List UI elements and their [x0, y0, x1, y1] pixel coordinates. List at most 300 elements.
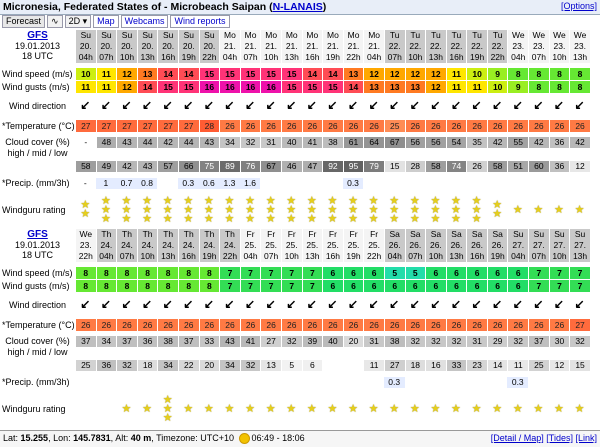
wind-arrow-icon: ↙	[100, 98, 111, 112]
hours_row-cell: 10h	[425, 251, 446, 262]
cloud-cell: 43	[137, 161, 158, 172]
cloud-cover-label	[0, 336, 75, 358]
rating-cell	[281, 392, 302, 426]
wind-arrow-icon: ↙	[265, 297, 276, 311]
footer-link-tides[interactable]: [Tides]	[546, 433, 573, 443]
wind-gust-cell: 15	[178, 81, 199, 93]
cloud-cell: 32	[425, 336, 446, 347]
cloud-cell: 40	[322, 336, 343, 347]
rating-cell	[569, 193, 590, 227]
cloud-cell: 56	[405, 137, 426, 148]
dates-cell: 22.	[425, 41, 446, 52]
wind-gust-cell: 8	[116, 280, 137, 292]
cloud-cell: 55	[507, 137, 528, 148]
wind-arrow-icon: ↙	[183, 98, 194, 112]
hours_row-cell: 13h	[446, 251, 467, 262]
star-icon: ★	[409, 402, 420, 415]
dates-cell: 27.	[507, 240, 528, 251]
wind-speed-cell: 8	[549, 68, 570, 80]
wind-speed-cell: 12	[363, 68, 384, 80]
wind-arrow-icon: ↙	[203, 98, 214, 112]
temperature-row	[75, 319, 590, 331]
wind-arrow-icon: ↙	[347, 297, 359, 311]
cloud-cell: 12	[549, 360, 570, 371]
wind-arrow-icon: ↙	[100, 297, 111, 311]
wind-speed-cell: 12	[425, 68, 446, 80]
hours_row-cell: 22h	[487, 52, 508, 63]
rating-cell	[363, 193, 384, 227]
precip-row	[75, 178, 590, 189]
dates-cell: 27.	[549, 240, 570, 251]
tab-webcams[interactable]: Webcams	[121, 15, 169, 28]
tab-2d[interactable]: 2D ▾	[65, 15, 92, 28]
tab-map[interactable]: Map	[93, 15, 119, 28]
wind-arrow-icon: ↙	[245, 297, 256, 311]
rating-cell	[302, 193, 323, 227]
cloud-cell: 32	[507, 336, 528, 347]
wind-arrow-icon: ↙	[183, 297, 194, 311]
star-icon: ★	[121, 402, 132, 415]
rating-cell	[137, 193, 158, 227]
wind-arrow-icon: ↙	[347, 98, 359, 112]
cloud-cell: 12	[569, 161, 590, 172]
wind-gust-cell: 16	[240, 81, 261, 93]
star-icon: ★	[245, 212, 255, 225]
precip-cell	[75, 377, 96, 388]
days-cell: We	[549, 30, 570, 41]
star-icon: ★	[389, 194, 400, 207]
wind-gust-cell: 7	[569, 280, 590, 292]
hours_row-cell: 16h	[466, 251, 487, 262]
rating-cell	[528, 392, 549, 426]
cloud-cell: 51	[507, 161, 528, 172]
days-cell: Th	[219, 229, 240, 240]
dates-cell: 27.	[528, 240, 549, 251]
wind-gust-cell: 7	[528, 280, 549, 292]
star-icon: ★	[471, 194, 482, 207]
precip-cell	[157, 377, 178, 388]
wind-speed-cell: 8	[528, 68, 549, 80]
dates-cell: 24.	[178, 240, 199, 251]
dates-cell: 22.	[446, 41, 467, 52]
wind-speed-cell: 10	[75, 68, 96, 80]
star-icon: ★	[265, 194, 276, 207]
dates-cell: 21.	[219, 41, 240, 52]
precip-cell	[302, 178, 323, 189]
rating-cell	[219, 392, 240, 426]
wind-gust-cell: 16	[219, 81, 240, 93]
star-icon: ★	[451, 402, 461, 415]
days-cell: Mo	[260, 30, 281, 41]
precip-cell	[363, 178, 384, 189]
wind-gusts-label: Wind gusts (m/s)	[2, 82, 70, 92]
wind-arrow-icon: ↙	[450, 98, 462, 112]
wind-arrow-icon: ↙	[162, 297, 173, 311]
temperature-cell: 26	[343, 120, 364, 132]
temperature-cell: 26	[487, 120, 508, 132]
tab-[interactable]: ∿	[47, 15, 63, 28]
temperature-cell: 25	[384, 120, 405, 132]
days-cell: We	[507, 30, 528, 41]
temperature-label: *Temperature (°C)	[2, 320, 75, 330]
dates-cell: 26.	[405, 240, 426, 251]
cloud-cell: 36	[137, 336, 158, 347]
star-icon: ★	[368, 402, 379, 415]
rating-cell	[528, 193, 549, 227]
model-link[interactable]: GFS	[27, 30, 48, 41]
dates-cell: 20.	[75, 41, 96, 52]
days-row	[75, 229, 590, 240]
wind-speed-cell: 8	[75, 267, 96, 279]
wind-arrow-icon: ↙	[512, 98, 523, 112]
dates-cell: 24.	[219, 240, 240, 251]
hours_row-cell: 04h	[75, 52, 96, 63]
star-icon: ★	[142, 212, 153, 225]
hours_row-cell: 07h	[528, 251, 549, 262]
cloud-cell: 32	[240, 360, 261, 371]
model-link[interactable]: GFS	[27, 229, 48, 240]
wind-speed-cell: 8	[96, 267, 117, 279]
hours_row-cell: 10h	[549, 251, 570, 262]
days-cell: We	[569, 30, 590, 41]
dates-cell: 22.	[405, 41, 426, 52]
precip-cell	[466, 377, 487, 388]
cloud-cell: 6	[302, 360, 323, 371]
cloud-cell: 43	[199, 137, 220, 148]
wind-gust-cell: 11	[466, 81, 487, 93]
model-utc: 18 UTC	[21, 250, 53, 260]
wind-gust-cell: 13	[363, 81, 384, 93]
temperature-cell: 27	[178, 120, 199, 132]
precip-cell	[425, 178, 446, 189]
precip-cell: 0.3	[507, 377, 528, 388]
dates-cell: 25.	[343, 240, 364, 251]
wind-arrow-icon: ↙	[409, 297, 420, 311]
rating-cell	[405, 392, 426, 426]
footer-bar	[0, 430, 600, 447]
cloud-cell: 38	[157, 336, 178, 347]
wind-gust-cell: 11	[75, 81, 96, 93]
wind-arrow-icon: ↙	[492, 98, 503, 112]
star-icon: ★	[80, 199, 91, 211]
hours_row-cell: 07h	[260, 251, 281, 262]
wind-gust-cell: 8	[137, 280, 158, 292]
wind-speed-cell: 7	[219, 267, 240, 279]
wind-gust-cell: 15	[281, 81, 302, 93]
rating-cell	[405, 193, 426, 227]
days-cell: Su	[199, 30, 220, 41]
dates-cell: 21.	[240, 41, 261, 52]
hours_row-cell: 19h	[199, 251, 220, 262]
star-icon: ★	[430, 402, 441, 415]
wind-speed-cell: 6	[363, 267, 384, 279]
star-icon: ★	[533, 402, 544, 415]
wind-gust-cell: 8	[75, 280, 96, 292]
precip-cell	[240, 377, 261, 388]
cloud-cell: 75	[199, 161, 220, 172]
wind-speed-cell: 8	[137, 267, 158, 279]
star-icon: ★	[183, 402, 194, 415]
rating-cell	[178, 392, 199, 426]
wind-speed-cell: 8	[507, 68, 528, 80]
rating-row	[75, 193, 590, 227]
cloud-cell: 57	[157, 161, 178, 172]
rating-cell	[343, 392, 364, 426]
star-icon: ★	[203, 203, 214, 216]
precip-row	[75, 377, 590, 388]
wind-arrow-icon: ↙	[224, 98, 235, 112]
dates-cell: 23.	[549, 41, 570, 52]
precip-cell	[322, 178, 343, 189]
dates-cell: 24.	[96, 240, 117, 251]
wind-gust-cell: 8	[528, 81, 549, 93]
days-cell: Th	[178, 229, 199, 240]
footer-link-detail-map[interactable]: [Detail / Map]	[490, 433, 544, 443]
star-icon: ★	[286, 402, 297, 415]
cloud-cell	[322, 360, 343, 371]
cloud-cell: 42	[528, 137, 549, 148]
cloud-cell: 66	[178, 161, 199, 172]
star-icon: ★	[306, 203, 317, 216]
hours_row-cell: 10h	[116, 52, 137, 63]
cloud-cell: 28	[405, 161, 426, 172]
precip-cell	[405, 178, 426, 189]
star-icon: ★	[80, 208, 91, 220]
wind-arrow-icon: ↙	[574, 98, 585, 112]
model-info	[0, 30, 75, 61]
dates-cell: 20.	[137, 41, 158, 52]
precip-label: *Precip. (mm/3h)	[2, 178, 70, 188]
wind-gust-cell: 6	[466, 280, 487, 292]
cloud-cell: 47	[302, 161, 323, 172]
cloud-cell: 23	[466, 360, 487, 371]
dates-cell: 21.	[281, 41, 302, 52]
options-link[interactable]: [Options]	[560, 1, 597, 11]
wind-arrow-icon: ↙	[142, 98, 153, 112]
star-icon: ★	[451, 212, 461, 225]
cloud-cell: 35	[466, 137, 487, 148]
days-cell: Tu	[384, 30, 405, 41]
days-cell: Sa	[446, 229, 467, 240]
wind-arrow-icon: ↙	[80, 297, 91, 311]
wind-speed-cell: 11	[96, 68, 117, 80]
cloud-cell: 44	[137, 137, 158, 148]
star-icon: ★	[142, 194, 153, 207]
star-icon: ★	[224, 194, 235, 207]
rating-cell	[446, 193, 467, 227]
cloud-cell: 41	[302, 137, 323, 148]
temperature-cell: 27	[137, 120, 158, 132]
wind-speed-cell: 6	[487, 267, 508, 279]
cloud-cell: 43	[219, 336, 240, 347]
tab-wind-reports[interactable]: Wind reports	[170, 15, 229, 28]
dates-cell: 21.	[260, 41, 281, 52]
precip-cell	[157, 178, 178, 189]
star-icon: ★	[100, 194, 111, 207]
wind-speed-cell: 12	[405, 68, 426, 80]
temperature-cell: 26	[487, 319, 508, 331]
wind-arrow-icon: ↙	[553, 98, 564, 112]
star-icon: ★	[471, 402, 482, 415]
wind-gust-cell: 13	[384, 81, 405, 93]
dates-row	[75, 41, 590, 52]
temperature-cell: 26	[466, 120, 487, 132]
star-icon: ★	[327, 194, 338, 207]
tab-forecast[interactable]: Forecast	[2, 15, 45, 28]
wind-arrow-icon: ↙	[409, 98, 420, 112]
days-row	[75, 30, 590, 41]
temperature-cell: 26	[549, 319, 570, 331]
wind-arrow-icon: ↙	[368, 297, 379, 311]
rating-cell	[569, 392, 590, 426]
days-cell: Su	[178, 30, 199, 41]
dates-cell: 21.	[322, 41, 343, 52]
hours_row-cell: 19h	[487, 251, 508, 262]
rating-cell	[363, 392, 384, 426]
wind-arrow-icon: ↙	[121, 98, 132, 112]
wind-arrow-icon: ↙	[430, 297, 441, 311]
temperature-cell: 26	[466, 319, 487, 331]
temperature-cell: 26	[260, 319, 281, 331]
temperature-cell: 26	[405, 120, 426, 132]
wind-speed-cell: 7	[569, 267, 590, 279]
precip-cell: -	[83, 178, 87, 188]
star-icon: ★	[162, 212, 173, 225]
star-icon: ★	[574, 203, 585, 216]
wind-speed-cell: 7	[240, 267, 261, 279]
wind-speed-cell: 12	[384, 68, 405, 80]
star-icon: ★	[162, 194, 173, 207]
wind-speed-cell: 7	[260, 267, 281, 279]
star-icon: ★	[430, 194, 441, 207]
rating-cell	[199, 193, 220, 227]
footer-link-link[interactable]: [Link]	[575, 433, 597, 443]
rating-cell	[549, 193, 570, 227]
wind-speed-cell: 8	[199, 267, 220, 279]
hours_row-cell: 22h	[363, 251, 384, 262]
precip-cell: 1	[96, 178, 117, 189]
star-icon: ★	[348, 402, 358, 415]
wind-gust-cell: 6	[343, 280, 364, 292]
star-icon: ★	[286, 203, 297, 216]
wind-arrow-icon: ↙	[553, 297, 564, 311]
rating-cell	[343, 193, 364, 227]
star-icon: ★	[512, 402, 523, 415]
wind-speed-cell: 10	[466, 68, 487, 80]
hours_row-cell: 16h	[157, 52, 178, 63]
dates-cell: 23.	[569, 41, 590, 52]
wind-direction-label: Wind direction	[8, 101, 67, 111]
cloud-cell: 32	[405, 336, 426, 347]
hours_row-cell: 22h	[75, 251, 96, 262]
wind-arrow-icon: ↙	[286, 297, 297, 311]
temperature-cell: 26	[260, 120, 281, 132]
dates-cell: 20.	[157, 41, 178, 52]
star-icon: ★	[245, 194, 255, 207]
cloud-cell: 32	[569, 336, 590, 347]
precip-cell	[343, 377, 364, 388]
star-icon: ★	[203, 212, 214, 225]
temperature-cell: 26	[549, 120, 570, 132]
temperature-cell: 26	[322, 120, 343, 132]
cloud-cell: 60	[528, 161, 549, 172]
wind-speed-cell: 8	[116, 267, 137, 279]
hours_row-cell: 19h	[178, 52, 199, 63]
days-cell: Fr	[363, 229, 384, 240]
star-icon: ★	[368, 212, 379, 225]
cloud-cell: 11	[363, 360, 384, 371]
cloud-cell: 14	[487, 360, 508, 371]
star-icon: ★	[389, 402, 400, 415]
star-icon: ★	[430, 203, 441, 216]
rating-cell	[157, 193, 178, 227]
wind-gust-cell: 6	[384, 280, 405, 292]
wind-speed-cell: 15	[281, 68, 302, 80]
rating-cell	[137, 392, 158, 426]
model-utc: 18 UTC	[21, 51, 53, 61]
hours_row-cell: 04h	[96, 251, 117, 262]
temperature-cell: 26	[507, 120, 528, 132]
hours_row-cell: 13h	[569, 52, 590, 63]
dates-cell: 21.	[343, 41, 364, 52]
temperature-cell: 26	[384, 319, 405, 331]
wind-gust-cell: 14	[137, 81, 158, 93]
days-cell: Fr	[260, 229, 281, 240]
wind-speed-cell: 12	[116, 68, 137, 80]
wind-gust-cell: 9	[507, 81, 528, 93]
star-icon: ★	[471, 212, 482, 225]
star-icon: ★	[286, 212, 297, 225]
days-cell: Su	[75, 30, 96, 41]
wind-speed-cell: 14	[178, 68, 199, 80]
dates-cell: 26.	[425, 240, 446, 251]
days-cell: Mo	[240, 30, 261, 41]
cloud-low-row	[75, 161, 590, 172]
cloud-cell: 49	[96, 161, 117, 172]
days-cell: Su	[569, 229, 590, 240]
star-icon: ★	[451, 203, 461, 216]
cloud-cell: 15	[384, 161, 405, 172]
wind-speed-cell: 7	[281, 267, 302, 279]
days-cell: Tu	[487, 30, 508, 41]
hours_row-cell: 07h	[116, 251, 137, 262]
spot-code-link[interactable]: N-LANAIS	[272, 1, 323, 13]
cloud-cell: 36	[549, 161, 570, 172]
lon-value: 145.7831	[73, 433, 111, 443]
wind-gust-cell: 11	[96, 81, 117, 93]
cloud-cell: 89	[219, 161, 240, 172]
temperature-cell: 26	[446, 319, 467, 331]
temperature-cell: 26	[507, 319, 528, 331]
dates-row	[75, 240, 590, 251]
wind-gust-cell: 6	[507, 280, 528, 292]
wind-arrow-icon: ↙	[162, 98, 173, 112]
precip-cell	[199, 377, 220, 388]
cloud-cell: 25	[75, 360, 96, 371]
cloud-cell: 16	[425, 360, 446, 371]
rating-row	[75, 392, 590, 426]
wind-arrow-icon: ↙	[389, 98, 400, 112]
star-icon: ★	[203, 194, 214, 207]
precip-cell	[466, 178, 487, 189]
temperature-cell: 26	[219, 120, 240, 132]
rating-label: Windguru rating	[2, 404, 66, 414]
cloud-cell: 34	[96, 336, 117, 347]
rating-cell	[507, 193, 528, 227]
footer-links	[491, 433, 597, 443]
wind-gust-cell: 16	[260, 81, 281, 93]
precip-cell	[425, 377, 446, 388]
